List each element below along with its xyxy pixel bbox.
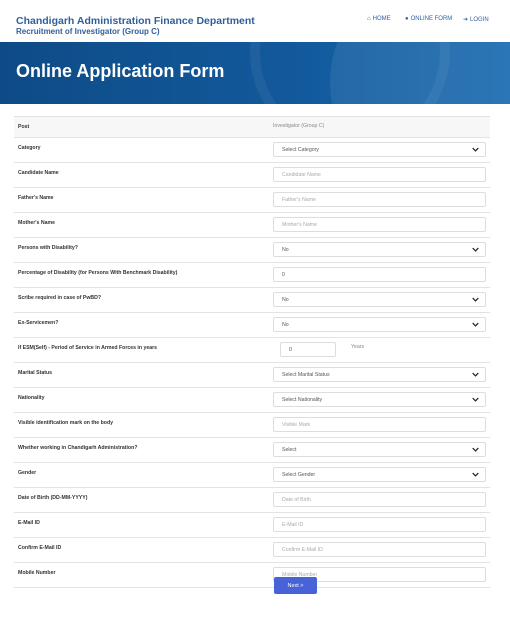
page-title: Online Application Form — [16, 61, 225, 81]
page-banner — [0, 42, 510, 104]
service-years-input[interactable] — [280, 342, 336, 357]
dob-row — [14, 487, 490, 512]
father-name-input[interactable] — [273, 192, 486, 207]
service-period-label: If ESM(Self) - Period of Service in Armed Forces in years — [18, 345, 158, 351]
chevron-down-icon — [472, 321, 479, 328]
mother-name-row — [14, 212, 490, 237]
email-label: E-Mail ID — [18, 520, 40, 526]
identification-mark-input[interactable] — [273, 417, 486, 432]
nav-online-form-label: ONLINE FORM — [410, 16, 453, 22]
chevron-down-icon — [472, 396, 479, 403]
email-row — [14, 512, 490, 537]
nav-home-label: HOME — [372, 16, 391, 22]
category-select-value: Select Category — [282, 146, 319, 153]
father-name-label: Father's Name — [18, 195, 54, 201]
gender-select[interactable] — [273, 467, 486, 482]
candidate-name-label: Candidate Name — [18, 170, 59, 176]
mobile-label: Mobile Number — [18, 570, 56, 576]
father-name-row — [14, 187, 490, 212]
nationality-row — [14, 387, 490, 412]
post-label: Post — [18, 124, 30, 130]
dob-input[interactable] — [273, 492, 486, 507]
chevron-down-icon — [472, 371, 479, 378]
marital-status-select[interactable] — [273, 367, 486, 382]
nav-home[interactable] — [367, 16, 391, 22]
years-label: Years — [351, 344, 365, 350]
nationality-select[interactable] — [273, 392, 486, 407]
top-header — [0, 0, 510, 42]
login-icon: ➜ — [463, 17, 469, 23]
chevron-down-icon — [472, 446, 479, 453]
disability-select[interactable] — [273, 242, 486, 257]
application-form — [14, 116, 490, 588]
candidate-name-input[interactable] — [273, 167, 486, 182]
gender-row — [14, 462, 490, 487]
disability-label: Persons with Disability? — [18, 245, 78, 251]
chevron-down-icon — [472, 146, 479, 153]
chevron-down-icon — [472, 471, 479, 478]
chandigarh-admin-row — [14, 437, 490, 462]
nationality-select-value: Select Nationality — [282, 396, 323, 403]
confirm-email-row — [14, 537, 490, 562]
category-row — [14, 137, 490, 162]
chevron-down-icon — [472, 296, 479, 303]
identification-mark-row — [14, 412, 490, 437]
disability-percentage-label: Percentage of Disability (for Persons With Benchmark Disability) — [18, 270, 178, 276]
scribe-select[interactable] — [273, 292, 486, 307]
confirm-email-label: Confirm E-Mail ID — [18, 545, 62, 551]
gender-select-value: Select Gender — [282, 471, 316, 478]
ex-servicemen-select[interactable] — [273, 317, 486, 332]
user-icon: ● — [405, 16, 409, 22]
ex-servicemen-row — [14, 312, 490, 337]
org-name: Chandigarh Administration Finance Department — [16, 15, 255, 27]
next-button[interactable]: Next > — [274, 577, 317, 594]
service-period-row — [14, 337, 490, 362]
gender-label: Gender — [18, 470, 37, 476]
chandigarh-admin-label: Whether working in Chandigarh Administration? — [18, 445, 138, 451]
chevron-down-icon — [472, 246, 479, 253]
post-row — [14, 116, 490, 137]
ex-servicemen-select-value: No — [282, 321, 289, 328]
marital-status-row — [14, 362, 490, 387]
home-icon: ⌂ — [367, 16, 371, 22]
nationality-label: Nationality — [18, 395, 45, 401]
marital-status-select-value: Select Marital Status — [282, 371, 330, 378]
mobile-row — [14, 562, 490, 588]
candidate-name-row — [14, 162, 490, 187]
post-value: Investigator (Group C) — [273, 123, 325, 129]
disability-percentage-row — [14, 262, 490, 287]
recruitment-subtitle: Recruitment of Investigator (Group C) — [16, 27, 160, 36]
category-label: Category — [18, 145, 41, 151]
confirm-email-input[interactable] — [273, 542, 486, 557]
chandigarh-admin-select[interactable] — [273, 442, 486, 457]
nav-login[interactable] — [463, 16, 489, 23]
nav-online-form[interactable] — [405, 16, 452, 22]
scribe-row — [14, 287, 490, 312]
identification-mark-label: Visible identification mark on the body — [18, 420, 114, 426]
nav-login-label: LOGIN — [470, 16, 489, 23]
scribe-select-value: No — [282, 296, 289, 303]
dob-label: Date of Birth (DD-MM-YYYY) — [18, 495, 88, 501]
category-select[interactable] — [273, 142, 486, 157]
scribe-label: Scribe required in case of PwBD? — [18, 295, 102, 301]
email-input[interactable] — [273, 517, 486, 532]
disability-row — [14, 237, 490, 262]
disability-select-value: No — [282, 246, 289, 253]
mother-name-input[interactable] — [273, 217, 486, 232]
disability-percentage-input[interactable] — [273, 267, 486, 282]
ex-servicemen-label: Ex-Servicemen? — [18, 320, 59, 326]
marital-status-label: Marital Status — [18, 370, 53, 376]
chandigarh-admin-select-value: Select — [282, 446, 297, 453]
mother-name-label: Mother's Name — [18, 220, 55, 226]
